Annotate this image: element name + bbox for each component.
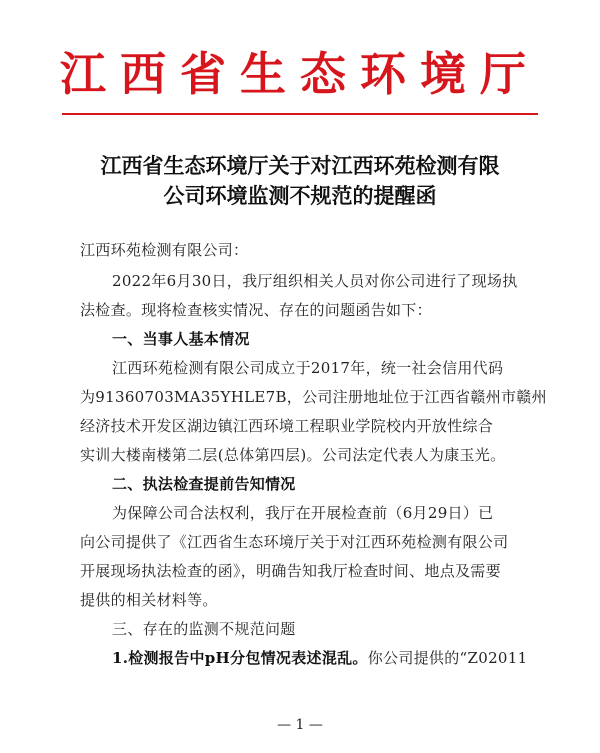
section-3-item-1-bold: 1.检测报告中pH分包情况表述混乱。 bbox=[112, 649, 368, 667]
section-2-line-4: 提供的相关材料等。 bbox=[80, 591, 218, 609]
masthead-org-name: 江西省生态环境厅 bbox=[60, 47, 540, 101]
section-3-item-1-rest: 你公司提供的“Z02011 bbox=[367, 649, 528, 667]
masthead-red-rule bbox=[62, 113, 538, 115]
section-2-heading: 二、执法检查提前告知情况 bbox=[112, 475, 296, 493]
page-number: — 1 — bbox=[277, 717, 323, 733]
section-3-item-1 bbox=[112, 647, 527, 668]
document-title-line-1: 江西省生态环境厅关于对江西环苑检测有限 bbox=[100, 153, 500, 178]
section-1-line-1: 江西环苑检测有限公司成立于2017年，统一社会信用代码 bbox=[112, 359, 504, 377]
intro-line-1: 2022年6月30日，我厅组织相关人员对你公司进行了现场执 bbox=[112, 272, 518, 290]
section-2-line-1: 为保障公司合法权利，我厅在开展检查前（6月29日）已 bbox=[112, 504, 494, 522]
section-3-heading: 三、存在的监测不规范问题 bbox=[112, 620, 296, 638]
section-1-heading: 一、当事人基本情况 bbox=[112, 330, 250, 348]
section-1-line-2: 为91360703MA35YHLE7B，公司注册地址位于江西省赣州市赣州 bbox=[80, 388, 547, 406]
section-1-line-4: 实训大楼南楼第二层(总体第四层)。公司法定代表人为康玉光。 bbox=[80, 446, 506, 464]
section-1-line-3: 经济技术开发区湖边镇江西环境工程职业学院校内开放性综合 bbox=[80, 417, 494, 435]
document-title-line-2: 公司环境监测不规范的提醒函 bbox=[163, 183, 437, 208]
section-2-line-3: 开展现场执法检查的函》，明确告知我厅检查时间、地点及需要 bbox=[80, 562, 501, 580]
section-2-line-2: 向公司提供了《江西省生态环境厅关于对江西环苑检测有限公司 bbox=[80, 533, 509, 551]
intro-line-2: 法检查。现将检查核实情况、存在的问题函告如下： bbox=[80, 301, 432, 319]
salutation: 江西环苑检测有限公司： bbox=[80, 241, 249, 259]
